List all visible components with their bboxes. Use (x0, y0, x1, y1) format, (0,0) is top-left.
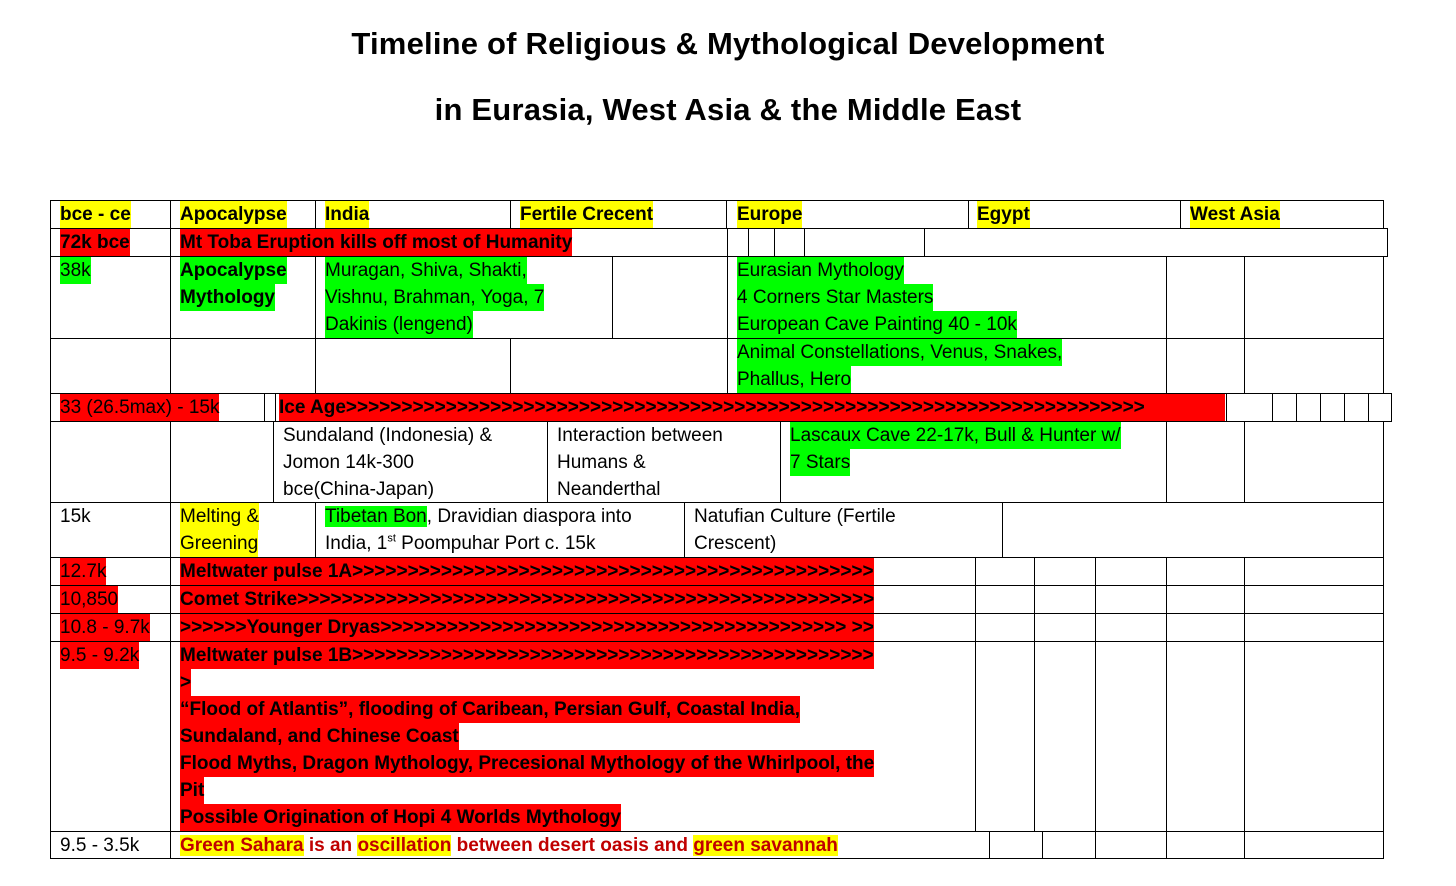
interaction-line-3: Neanderthal (557, 479, 661, 500)
cell-ice-empty (1296, 393, 1321, 422)
cell-empty (50, 338, 171, 394)
sundaland-line-1: Sundaland (Indonesia) & (283, 425, 493, 446)
cell-empty (1034, 585, 1096, 614)
interaction-line-1: Interaction between (557, 425, 723, 446)
sundaland-line-2: Jomon 14k-300 (283, 452, 414, 473)
oscillation: oscillation (357, 835, 452, 856)
cell-empty (1166, 338, 1245, 394)
cell-empty (1244, 585, 1384, 614)
page-title-line-1: Timeline of Religious & Mythological Development (351, 26, 1105, 61)
lascaux-line-2: 7 Stars (790, 449, 850, 476)
date-95k: 9.5 - 9.2k (60, 642, 139, 669)
page-title-line-2: in Eurasia, West Asia & the Middle East (434, 92, 1022, 127)
cell-72k-empty (924, 228, 1388, 257)
apocalypse-line-1: Apocalypse (180, 257, 287, 284)
date-127k: 12.7k (60, 558, 106, 585)
lascaux-line-1: Lascaux Cave 22-17k, Bull & Hunter w/ (790, 422, 1121, 449)
natufian-line-1: Natufian Culture (Fertile (694, 506, 896, 527)
cell-72k-empty (748, 228, 775, 257)
event-ice-age: Ice Age>>>>>>>>>>>>>>>>>>>>>>>>>>>>>>>>>>>>>>>>>>>>>>>>>>>>>>>>>>>>>>>>>>>>>>>> (279, 394, 1225, 421)
cell-empty (1166, 557, 1245, 586)
india-15k-rest-2b: Poompuhar Port c. 15k (395, 533, 596, 554)
india-15k-sup: st (387, 532, 396, 545)
india-15k-line-2 (325, 530, 596, 557)
header-egypt: Egypt (977, 201, 1030, 228)
flood-atlantis-line-1: “Flood of Atlantis”, flooding of Caribean, Persian Gulf, Coastal India, (180, 696, 800, 723)
india-38k-line-1: Muragan, Shiva, Shakti, (325, 257, 527, 284)
header-india: India (325, 201, 369, 228)
cell-72k-empty (804, 228, 925, 257)
date-15k: 15k (60, 506, 91, 527)
sundaland-line-3: bce(China-Japan) (283, 479, 435, 500)
header-date: bce - ce (60, 201, 131, 228)
melting-line-1: Melting & (180, 503, 259, 530)
cell-empty (975, 641, 1035, 832)
cell-empty (1244, 641, 1384, 832)
europe-38k-line-3: European Cave Painting 40 - 10k (737, 311, 1017, 338)
cell-empty (315, 338, 511, 394)
cell-empty (1166, 421, 1245, 503)
tibetan-bon: Tibetan Bon (325, 506, 427, 527)
india-15k-line-1 (325, 503, 632, 530)
date-35k: 9.5 - 3.5k (60, 835, 140, 856)
cell-empty (1095, 641, 1167, 832)
cell-empty (1166, 585, 1245, 614)
cell-38k-fertile (612, 256, 728, 339)
cell-72k-empty (727, 228, 749, 257)
india-38k-line-3: Dakinis (lengend) (325, 311, 473, 338)
cell-empty (1166, 641, 1245, 832)
cell-empty (1244, 613, 1384, 642)
europe-animal-line-1: Animal Constellations, Venus, Snakes, (737, 339, 1062, 366)
cell-ice-empty (1272, 393, 1297, 422)
date-10850: 10,850 (60, 586, 118, 613)
flood-myths-line-2: Pit (180, 777, 204, 804)
cell-72k-empty (774, 228, 805, 257)
india-15k-rest-2a: India, 1 (325, 533, 388, 554)
cell-empty (1244, 338, 1384, 394)
cell-empty (1034, 641, 1096, 832)
cell-ice-empty (1320, 393, 1345, 422)
cell-38k-westasia (1244, 256, 1384, 339)
meltwater-1b-line-1: Meltwater pulse 1B>>>>>>>>>>>>>>>>>>>>>>>>>>>>>>>>>>>>>>>>>>>>>>> (180, 642, 874, 669)
date-38k: 38k (60, 257, 91, 284)
cell-empty (1166, 613, 1245, 642)
event-comet-strike: Comet Strike>>>>>>>>>>>>>>>>>>>>>>>>>>>>>>>>>>>>>>>>>>>>>>>>>>>> (180, 586, 874, 613)
cell-empty (989, 831, 1043, 859)
cell-ice-empty (1226, 393, 1273, 422)
interaction-line-2: Humans & (557, 452, 646, 473)
event-toba: Mt Toba Eruption kills off most of Humanity (180, 229, 572, 256)
cell-empty (1244, 557, 1384, 586)
cell-ice-empty (1368, 393, 1392, 422)
event-meltwater-1a: Meltwater pulse 1A>>>>>>>>>>>>>>>>>>>>>>>>>>>>>>>>>>>>>>>>>>>>>>> (180, 558, 874, 585)
green-sahara-text (180, 832, 838, 859)
europe-38k-line-1: Eurasian Mythology (737, 257, 904, 284)
cell-empty (510, 338, 728, 394)
cell-empty (1166, 831, 1245, 859)
green-sahara-p2: is an (303, 835, 358, 856)
cell-38k-egypt (1166, 256, 1245, 339)
cell-empty (1002, 502, 1384, 558)
cell-empty (1034, 557, 1096, 586)
cell-empty (1034, 613, 1096, 642)
cell-empty (1042, 831, 1096, 859)
hopi-line: Possible Origination of Hopi 4 Worlds Mythology (180, 804, 621, 831)
green-savannah: green savannah (693, 835, 838, 856)
cell-empty (1095, 557, 1167, 586)
melting-line-2: Greening (180, 530, 258, 557)
cell-empty (975, 613, 1035, 642)
cell-empty (170, 421, 274, 503)
cell-empty (975, 557, 1035, 586)
header-europe: Europe (737, 201, 802, 228)
india-38k-line-2: Vishnu, Brahman, Yoga, 7 (325, 284, 544, 311)
event-younger-dryas: >>>>>>Younger Dryas>>>>>>>>>>>>>>>>>>>>>>>>>>>>>>>>>>>>>>>>>> >> (180, 614, 874, 641)
green-sahara: Green Sahara (180, 835, 304, 856)
green-sahara-p4: between desert oasis and (451, 835, 694, 856)
natufian-line-2: Crescent) (694, 533, 777, 554)
cell-95-date (50, 641, 171, 832)
apocalypse-line-2: Mythology (180, 284, 275, 311)
india-15k-rest-1: , Dravidian diaspora into (426, 506, 632, 527)
header-apocalypse: Apocalypse (180, 201, 287, 228)
europe-38k-line-2: 4 Corners Star Masters (737, 284, 933, 311)
cell-empty (50, 421, 171, 503)
header-fertile-crecent: Fertile Crecent (520, 201, 653, 228)
cell-empty (1095, 831, 1167, 859)
meltwater-1b-line-2: > (180, 669, 191, 696)
cell-empty (1244, 421, 1384, 503)
date-108k: 10.8 - 9.7k (60, 614, 150, 641)
cell-ice-empty (1344, 393, 1369, 422)
date-ice-age: 33 (26.5max) - 15k (60, 394, 219, 421)
date-72k: 72k bce (60, 229, 130, 256)
header-west-asia: West Asia (1190, 201, 1280, 228)
europe-animal-line-2: Phallus, Hero (737, 366, 851, 393)
cell-empty (1095, 585, 1167, 614)
flood-myths-line-1: Flood Myths, Dragon Mythology, Precesional Mythology of the Whirlpool, the (180, 750, 874, 777)
cell-empty (975, 585, 1035, 614)
cell-empty (1244, 831, 1384, 859)
cell-empty (170, 338, 316, 394)
cell-empty (1095, 613, 1167, 642)
flood-atlantis-line-2: Sundaland, and Chinese Coast (180, 723, 459, 750)
